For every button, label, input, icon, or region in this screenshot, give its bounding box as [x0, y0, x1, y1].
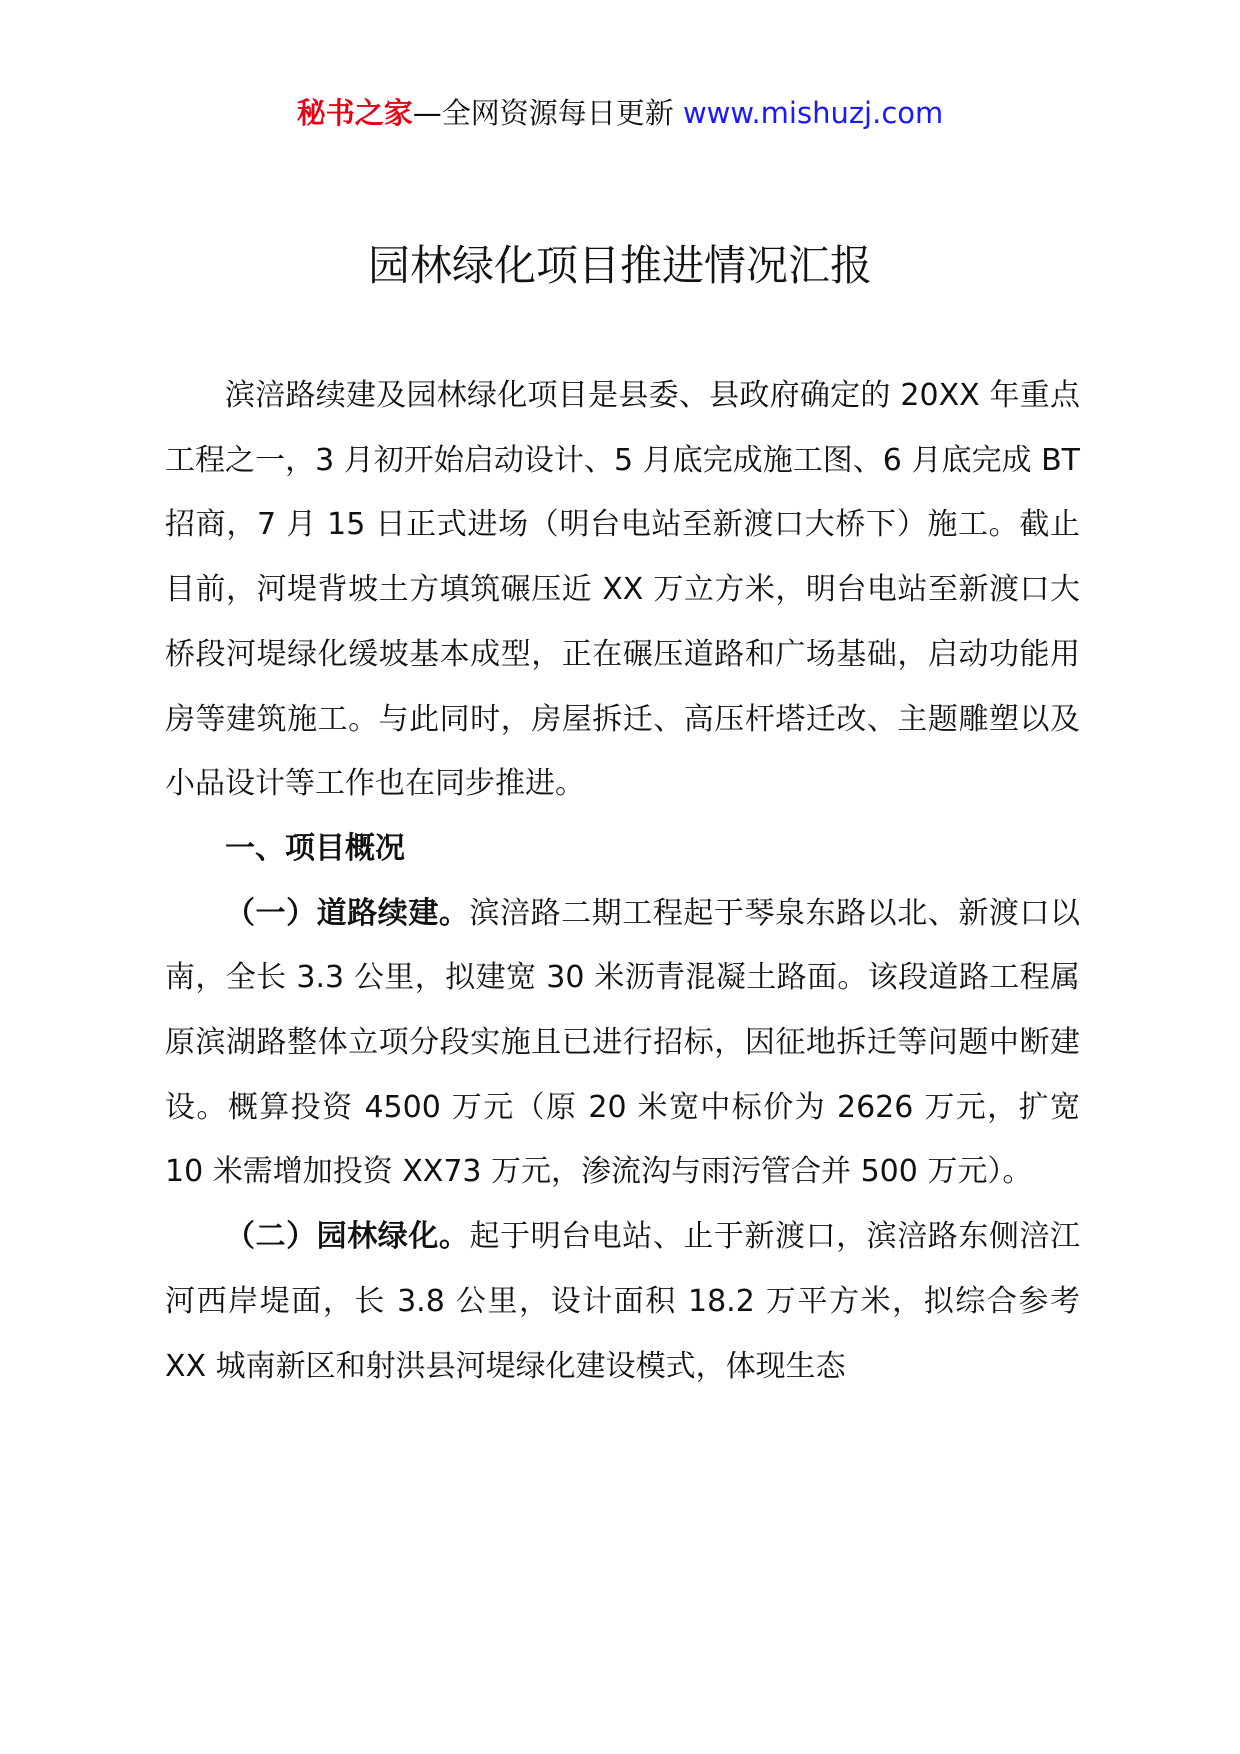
- site-header: [0, 93, 1240, 133]
- site-link[interactable]: www.mishuzj.com: [682, 96, 944, 130]
- road-lead: （一）道路续建。: [225, 895, 470, 931]
- greening-paragraph: [165, 1205, 1080, 1399]
- road-text: 滨涪路二期工程起于琴泉东路以北、新渡口以南，全长 3.3 公里，拟建宽 30 米沥青混凝土路面。该段道路工程属原滨湖路整体立项分段实施且已进行招标，因征地拆迁等问题中断建设。概算投资 4500 万元（原 20 米宽中标价为 2626 万元，扩宽 10 米需增加投资 XX73 万元，渗流沟与雨污管合并 500 万元）。: [165, 895, 1081, 1190]
- section-heading: 一、项目概况: [225, 830, 405, 866]
- document-title: 园林绿化项目推进情况汇报: [367, 241, 872, 290]
- document-body: [165, 364, 1080, 1399]
- intro-paragraph: 滨涪路续建及园林绿化项目是县委、县政府确定的 20XX 年重点工程之一，3 月初开始启动设计、5 月底完成施工图、6 月底完成 BT 招商，7 月 15 日正式进场（明台电站至新渡口大桥下）施工。截止目前，河堤背坡土方填筑碾压近 XX 万立方米，明台电站至新渡口大桥段河堤绿化缓坡基本成型，正在碾压道路和广场基础，启动功能用房等建筑施工。与此同时，房屋拆迁、高压杆塔迁改、主题雕塑以及小品设计等工作也在同步推进。: [165, 378, 1080, 802]
- brand-name: 秘书之家: [296, 96, 413, 130]
- header-tagline: —全网资源每日更新: [412, 96, 683, 130]
- greening-lead: （二）园林绿化。: [225, 1219, 470, 1255]
- road-paragraph: [165, 882, 1080, 1206]
- greening-text: 起于明台电站、止于新渡口，滨涪路东侧涪江河西岸堤面，长 3.8 公里，设计面积 18.2 万平方米，拟综合参考 XX 城南新区和射洪县河堤绿化建设模式，体现生态: [165, 1219, 1081, 1384]
